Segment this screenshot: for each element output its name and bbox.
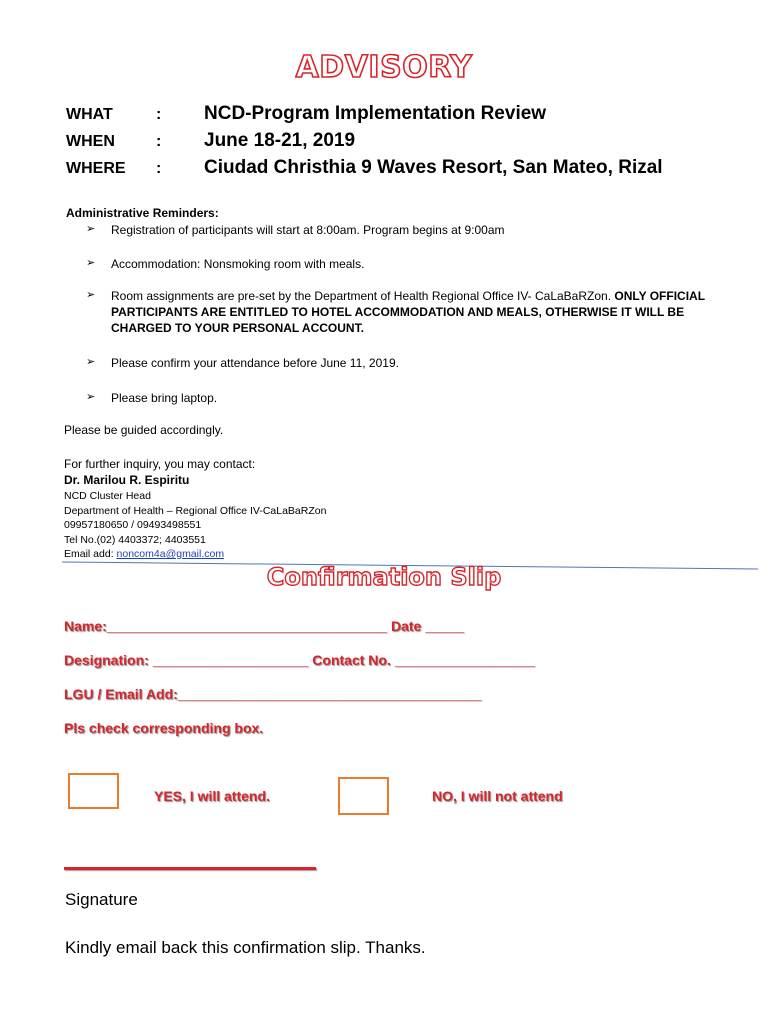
email-link[interactable]: noncom4a@gmail.com — [116, 548, 225, 560]
guided-text: Please be guided accordingly. — [64, 423, 224, 437]
bullet-arrow-icon: ➢ — [86, 289, 96, 301]
contact-tel: Tel No.(02) 4403372; 4403551 — [64, 534, 206, 546]
signature-line[interactable] — [64, 867, 316, 870]
info-colon: : — [156, 133, 162, 150]
reminder-text: Registration of participants will start at 8:00am. Program begins at 9:00am — [111, 223, 505, 237]
check-instruction: Pls check corresponding box. — [64, 720, 264, 736]
yes-checkbox[interactable] — [68, 773, 119, 809]
email-label: Email add: — [64, 548, 117, 560]
confirmation-slip-title: Confirmation Slip — [266, 563, 502, 591]
contact-office: Department of Health – Regional Office IV-CaLaBaRZon — [64, 505, 327, 517]
info-value: Ciudad Christhia 9 Waves Resort, San Mateo, Rizal — [204, 157, 663, 178]
reminder-item — [86, 256, 706, 274]
reminders-heading: Administrative Reminders: — [66, 206, 219, 220]
lgu-email-field[interactable]: LGU / Email Add:_______________________________________ — [64, 686, 482, 702]
reminder-text: Accommodation: Nonsmoking room with meals. — [111, 257, 365, 271]
info-key: WHEN — [66, 133, 115, 150]
reminder-text: Please confirm your attendance before June 11, 2019. — [111, 356, 399, 370]
contact-intro: For further inquiry, you may contact: — [64, 457, 256, 471]
reminder-text: Please bring laptop. — [111, 391, 218, 405]
designation-contact-field[interactable]: Designation: ____________________ Contact No. __________________ — [64, 652, 535, 668]
info-value: June 18-21, 2019 — [204, 130, 356, 151]
reminder-item — [86, 288, 706, 338]
name-date-field[interactable]: Name:____________________________________ Date _____ — [64, 618, 465, 634]
reminder-text-block — [111, 288, 711, 336]
info-colon: : — [156, 106, 162, 123]
signature-label: Signature — [65, 890, 138, 909]
no-checkbox[interactable] — [338, 777, 389, 815]
info-key: WHAT — [66, 106, 113, 123]
info-colon: : — [156, 160, 162, 177]
info-key: WHERE — [66, 160, 126, 177]
contact-name: Dr. Marilou R. Espiritu — [64, 473, 190, 487]
info-value: NCD-Program Implementation Review — [204, 103, 547, 124]
info-row-what — [66, 103, 716, 129]
reminder-text-caps: ONLY OFFICIAL PARTICIPANTS ARE ENTITLED TO HOTEL ACCOMMODATION AND MEALS, OTHERWISE IT WILL BE CHARGED TO YOUR PERSONAL ACCOUNT. — [111, 289, 705, 335]
bullet-arrow-icon: ➢ — [86, 223, 96, 235]
info-row-where — [66, 157, 746, 183]
footer-note: Kindly email back this confirmation slip. Thanks. — [65, 938, 426, 957]
bullet-arrow-icon: ➢ — [86, 356, 96, 368]
info-row-when — [66, 130, 716, 156]
contact-position: NCD Cluster Head — [64, 490, 151, 502]
reminder-text: Room assignments are pre-set by the Department of Health Regional Office IV- CaLaBaRZon. — [111, 289, 612, 303]
advisory-title: ADVISORY — [295, 50, 473, 85]
bullet-arrow-icon: ➢ — [86, 257, 96, 269]
reminder-item — [86, 390, 706, 408]
reminder-item — [86, 355, 706, 373]
bullet-arrow-icon: ➢ — [86, 391, 96, 403]
contact-mobile: 09957180650 / 09493498551 — [64, 519, 202, 531]
no-label: NO, I will not attend — [432, 788, 563, 804]
reminder-item — [86, 222, 706, 240]
yes-label: YES, I will attend. — [154, 788, 270, 804]
